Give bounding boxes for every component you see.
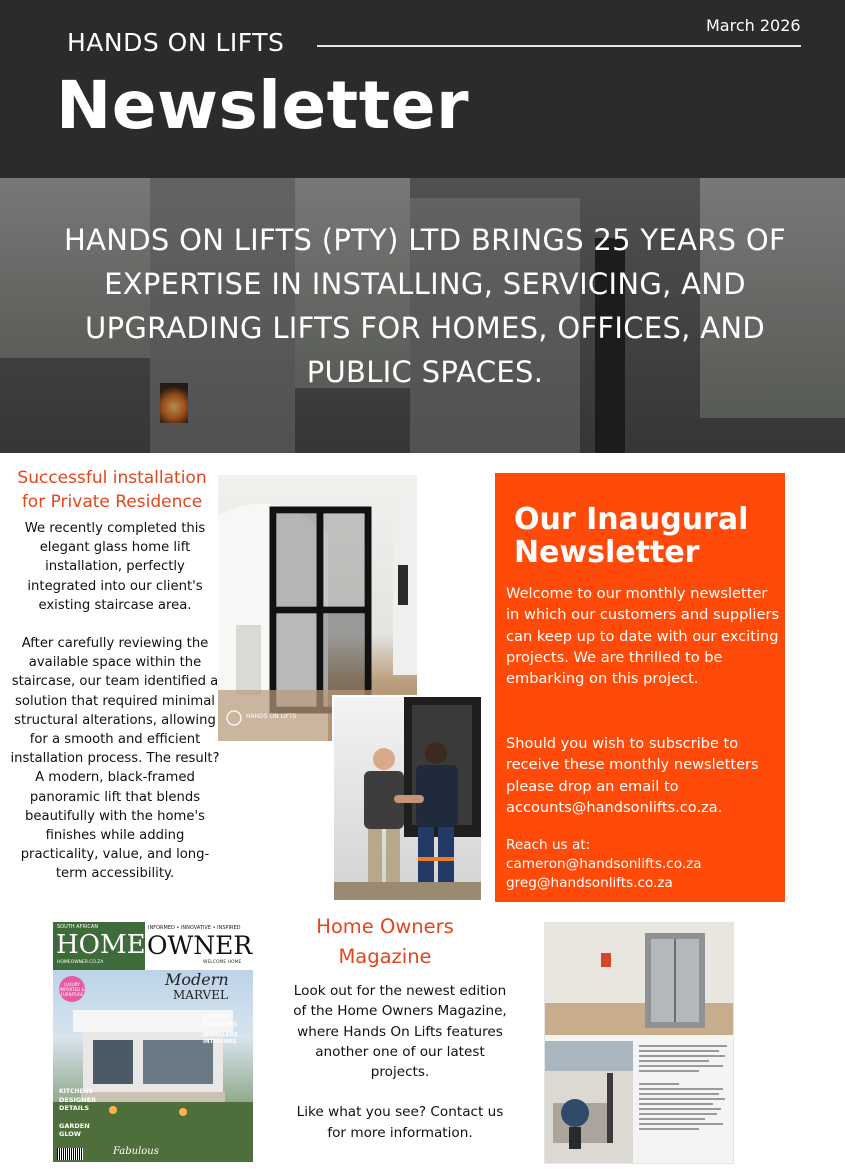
home-owners-body xyxy=(290,981,510,1143)
cover-garden: GARDEN GLOW xyxy=(59,1122,90,1138)
cover-url: HOMEOWNER.CO.ZA xyxy=(57,960,104,965)
article-title: Successful installation for Private Residence xyxy=(17,468,207,512)
cover-home: HOME xyxy=(56,930,146,960)
magazine-spread xyxy=(544,922,734,1164)
newsletter-title: Newsletter xyxy=(56,67,470,144)
newsletter-header xyxy=(0,0,845,178)
reach-label: Reach us at: xyxy=(506,837,591,853)
cover-welcome: WELCOME HOME xyxy=(203,960,242,965)
brand-name: HANDS ON LIFTS xyxy=(67,28,285,57)
lift-photo-watermark: HANDS ON LIFTS xyxy=(246,713,297,720)
cover-kitchens: KITCHENS xyxy=(59,1088,93,1095)
header-divider xyxy=(317,45,801,47)
cover-top-left: SOUTH AFRICAN xyxy=(57,924,99,930)
cover-badge: LUXURY IMPORTED & FURNITURE xyxy=(59,976,85,1002)
inaugural-newsletter-box xyxy=(495,473,785,902)
spread-illustration xyxy=(545,923,734,1164)
issue-date: March 2026 xyxy=(706,16,801,35)
cover-modern: Modern xyxy=(165,970,229,989)
article-paragraph-1: We recently completed this elegant glass home lift installation, perfectly integrated into our client's existing staircase area. xyxy=(24,521,206,613)
home-owners-paragraph-1: Look out for the newest edition of the Home Owners Magazine, where Hands On Lifts features another one of our latest projects. xyxy=(293,983,507,1081)
cover-fabulous: Fabulous xyxy=(113,1146,159,1157)
team-handshake-photo xyxy=(332,695,483,902)
cover-owner: OWNER xyxy=(147,931,253,960)
home-owners-paragraph-2: Like what you see? Contact us for more information. xyxy=(296,1104,504,1141)
cover-photo xyxy=(53,970,253,1162)
article-body xyxy=(10,519,220,884)
contact-email-greg[interactable]: greg@handsonlifts.co.za xyxy=(506,875,673,891)
cover-jewellers: JEWELLERS INTERIORS xyxy=(203,1032,238,1045)
cover-luxury-showers: LUXURY SHOWERS xyxy=(203,1014,238,1028)
barcode xyxy=(57,1148,83,1160)
cover-designer: DESIGNER DETAILS xyxy=(59,1096,97,1112)
magazine-cover xyxy=(53,922,253,1162)
cover-tagline: INFORMED • INNOVATIVE • INSPIRED xyxy=(148,925,241,931)
inaugural-title: Our Inaugural Newsletter xyxy=(514,502,749,570)
article-paragraph-2: After carefully reviewing the available space within the staircase, our team identified a solution that required minimal structural alterations, allowing for a smooth and efficient installation process. The result? A modern, black-framed panoramic lift that blends beautifully with the home's finishes while adding practicality, value, and long-term accessibility. xyxy=(10,636,220,882)
contact-block xyxy=(506,836,781,893)
hero-banner xyxy=(0,178,845,453)
inaugural-welcome-text: Welcome to our monthly newsletter in which our customers and suppliers can keep up to date with our exciting projects. We are thrilled to be embarking on this project. xyxy=(506,585,780,688)
home-owners-title: Home Owners Magazine xyxy=(316,915,454,968)
cover-marvel: MARVEL xyxy=(173,988,228,1002)
masthead xyxy=(53,922,253,970)
hero-headline: HANDS ON LIFTS (PTY) LTD BRINGS 25 YEARS OF EXPERTISE IN INSTALLING, SERVICING, AND UPGRADING LIFTS FOR HOMES, OFFICES, AND PUBLIC SPACES. xyxy=(63,223,786,389)
team-photo-illustration xyxy=(334,697,481,900)
inaugural-subscribe-text: Should you wish to subscribe to receive these monthly newsletters please drop an email to accounts@handsonlifts.co.za. xyxy=(506,735,759,816)
contact-email-cameron[interactable]: cameron@handsonlifts.co.za xyxy=(506,856,702,872)
